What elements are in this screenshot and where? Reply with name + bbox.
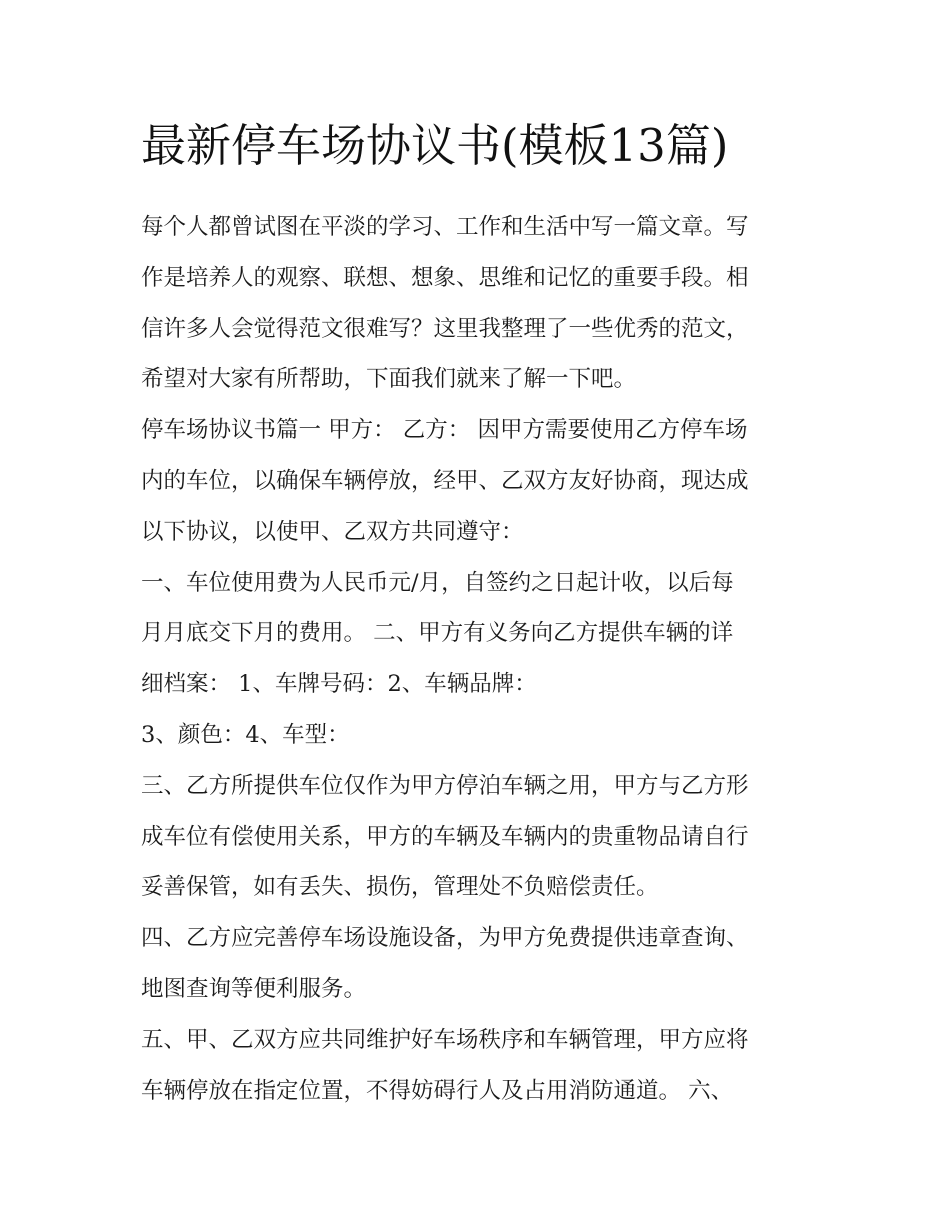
text-line: 希望对大家有所帮助，下面我们就来了解一下吧。 xyxy=(141,366,637,393)
text-line: 每个人都曾试图在平淡的学习、工作和生活中写一篇文章。写 xyxy=(141,214,749,240)
text-line: 停车场协议书篇一 甲方： 乙方： 因甲方需要使用乙方停车场 xyxy=(141,417,748,444)
text-line: 成车位有偿使用关系，甲方的车辆及车辆内的贵重物品请自行 xyxy=(141,823,749,850)
text-line: 细档案： 1、车牌号码：2、车辆品牌： xyxy=(141,671,537,698)
text-line: 三、乙方所提供车位仅作为甲方停泊车辆之用，甲方与乙方形 xyxy=(141,772,749,799)
text-line: 五、甲、乙双方应共同维护好车场秩序和车辆管理，甲方应将 xyxy=(141,1026,749,1053)
text-line: 车辆停放在指定位置，不得妨碍行人及占用消防通道。 六、 xyxy=(141,1077,734,1104)
text-line: 3、颜色：4、车型： xyxy=(141,721,350,748)
text-line: 信许多人会觉得范文很难写？这里我整理了一些优秀的范文， xyxy=(141,315,749,342)
document-body xyxy=(141,202,813,1116)
text-line: 以下协议，以使甲、乙双方共同遵守： xyxy=(141,518,524,545)
text-line: 四、乙方应完善停车场设施设备，为甲方免费提供违章查询、 xyxy=(141,925,749,952)
text-line: 作是培养人的观察、联想、想象、思维和记忆的重要手段。相 xyxy=(141,264,749,291)
text-line: 月月底交下月的费用。 二、甲方有义务向乙方提供车辆的详 xyxy=(141,620,734,647)
text-line: 一、车位使用费为人民币元/月，自签约之日起计收，以后每 xyxy=(141,569,734,596)
text-line: 内的车位，以确保车辆停放，经甲、乙双方友好协商，现达成 xyxy=(141,467,749,494)
text-line: 地图查询等便利服务。 xyxy=(141,975,367,1002)
document-title: 最新停车场协议书(模板13篇) xyxy=(141,119,729,172)
text-line: 妥善保管，如有丢失、损伤，管理处不负赔偿责任。 xyxy=(141,874,659,901)
